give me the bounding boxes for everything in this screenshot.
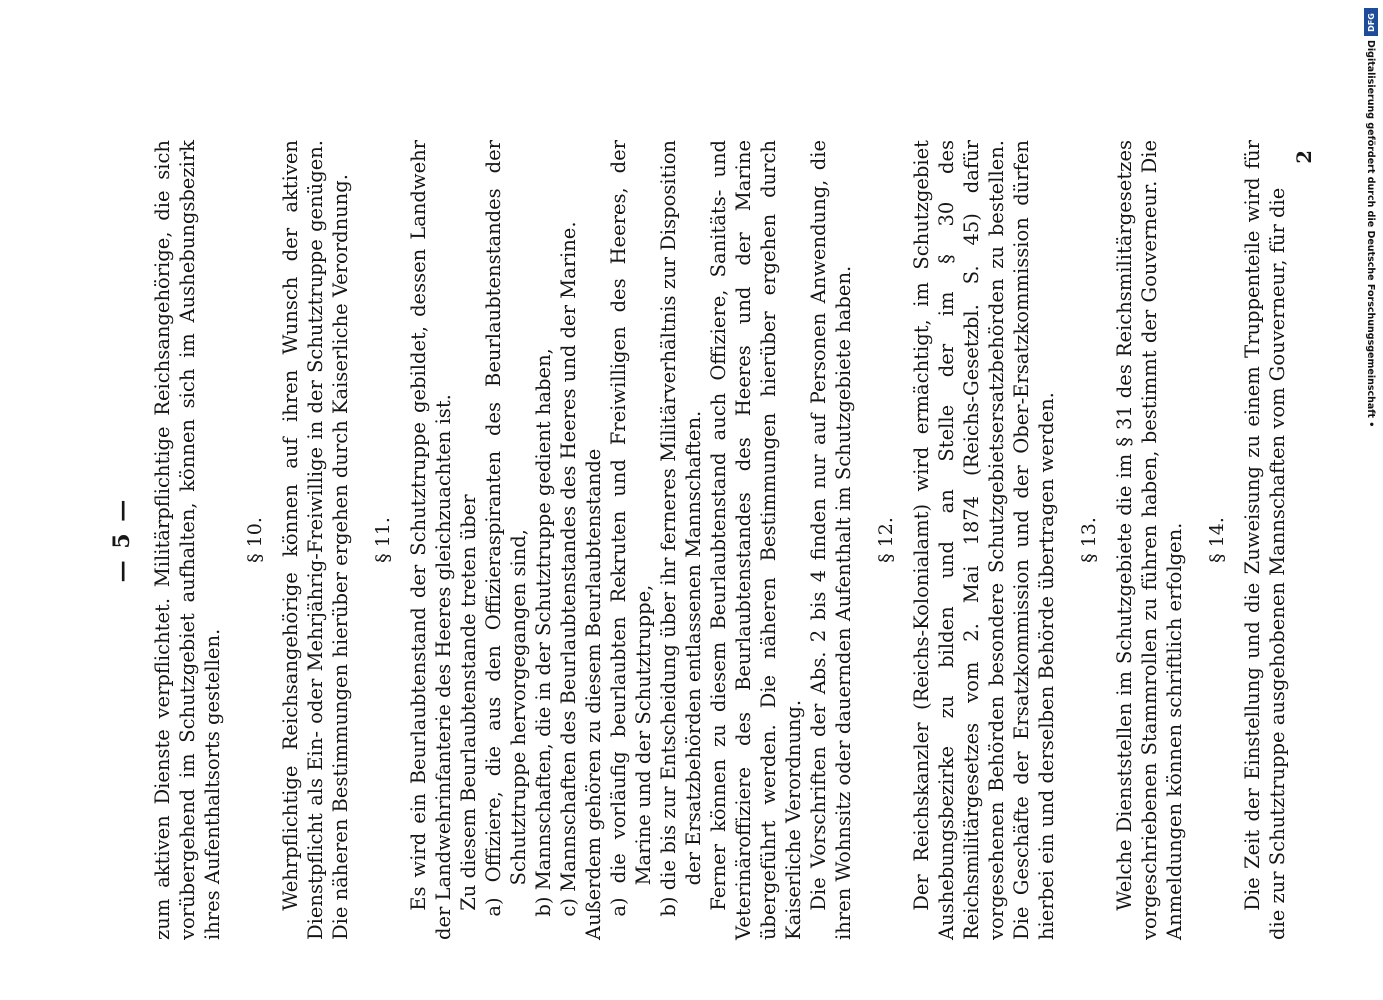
section-11-text: Es wird ein Beurlaubtenstand der Schutztruppe gebildet, dessen Landwehr der Landwehrinfanterie des Heeres gleichzuachten ist. bbox=[407, 140, 455, 940]
section-10-text: Wehrpflichtige Reichsangehörige können auf ihren Wunsch der aktiven Dienstpflicht als Ein- oder Mehrjährig-Freiwillige in der Schutztruppe genügen. Die näheren Bestimmungen hierüber ergehen durch Kaiserliche Verordnung. bbox=[279, 140, 352, 940]
section-11-item-a1: a) Offiziere, die aus den Offizieraspiranten des Beurlaubtenstandes der Schutztruppe hervorgegangen sind, bbox=[482, 140, 530, 917]
section-11-text4: Ferner können zu diesem Beurlaubtenstand auch Offiziere, Sanitäts- und Veterinäroffiziere des Beurlaubtenstandes des Heeres und der Marine übergeführt werden. Die näheren Bestimmungen hierüber ergehen durch Kaiserliche Verordnung. bbox=[707, 140, 805, 940]
section-11-item-a2: a) die vorläufig beurlaubten Rekruten und Freiwilligen des Heeres, der Marine und der Schutztruppe, bbox=[607, 140, 655, 917]
rotated-text-block bbox=[109, 140, 1316, 940]
section-heading-11: § 11. bbox=[372, 517, 394, 563]
section-heading-10: § 10. bbox=[244, 517, 266, 563]
section-heading-13: § 13. bbox=[1078, 517, 1100, 563]
digitization-credit: Digitalisierung gefördert durch die Deutsche Forschungsgemeinschaft • bbox=[1365, 40, 1376, 428]
dfg-logo bbox=[1364, 8, 1378, 36]
section-12-text: Der Reichskanzler (Reichs-Kolonialamt) wird ermächtigt, im Schutzgebiet Aushebungsbezirke zu bilden und an Stelle der im § 30 des Reichsmilitärgesetzes vom 2. Mai 1874 (Reichs-Gesetzbl. S. 45) dafür vorgesehenen Behörden besondere Schutzgebietsersatzbehörden zu bestellen. Die Geschäfte der Ersatzkommission und der Ober-Ersatzkommission dürfen hierbei ein und derselben Behörde übertragen werden. bbox=[910, 140, 1058, 940]
section-13-text: Welche Dienststellen im Schutzgebiete die im § 31 des Reichsmilitärgesetzes vorgeschriebenen Stammrollen zu führen haben, bestimmt der Gouverneur. Die Anmeldungen können schriftlich erfolgen. bbox=[1113, 140, 1186, 940]
section-11-item-b2: b) die bis zur Entscheidung über ihr ferneres Militärverhältnis zur Disposition der Ersatzbehörden entlassenen Mannschaften. bbox=[657, 140, 705, 917]
intro-paragraph: zum aktiven Dienste verpflichtet. Militärpflichtige Reichsangehörige, die sich vorübergehend im Schutzgebiet aufhalten, können sich im Aushebungsbezirk ihres Aufenthaltsorts gestellen. bbox=[151, 140, 224, 940]
section-heading-12: § 12. bbox=[875, 517, 897, 563]
signature-mark: 2 bbox=[1293, 150, 1316, 164]
section-11-text5: Die Vorschriften der Abs. 2 bis 4 finden nur auf Personen Anwendung, die ihren Wohnsitz oder dauernden Aufenthalt im Schutzgebiete haben. bbox=[807, 140, 855, 940]
section-11-text3: Außerdem gehören zu diesem Beurlaubtenstande bbox=[582, 448, 605, 940]
dfg-logo-text: DFG bbox=[1366, 12, 1376, 32]
section-11-text2: Zu diesem Beurlaubtenstande treten über bbox=[457, 494, 480, 911]
section-heading-14: § 14. bbox=[1206, 517, 1228, 563]
section-14-text: Die Zeit der Einstellung und die Zuweisung zu einem Truppenteile wird für die zur Schutztruppe ausgehobenen Mannschaften vom Gouverneur, für die bbox=[1241, 140, 1289, 940]
section-11-item-b1: b) Mannschaften, die in der Schutztruppe gedient haben, bbox=[532, 348, 555, 917]
page-number-header: — 5 — bbox=[109, 497, 135, 583]
section-11-item-c1: c) Mannschaften des Beurlaubtenstandes des Heeres und der Marine. bbox=[557, 221, 580, 917]
